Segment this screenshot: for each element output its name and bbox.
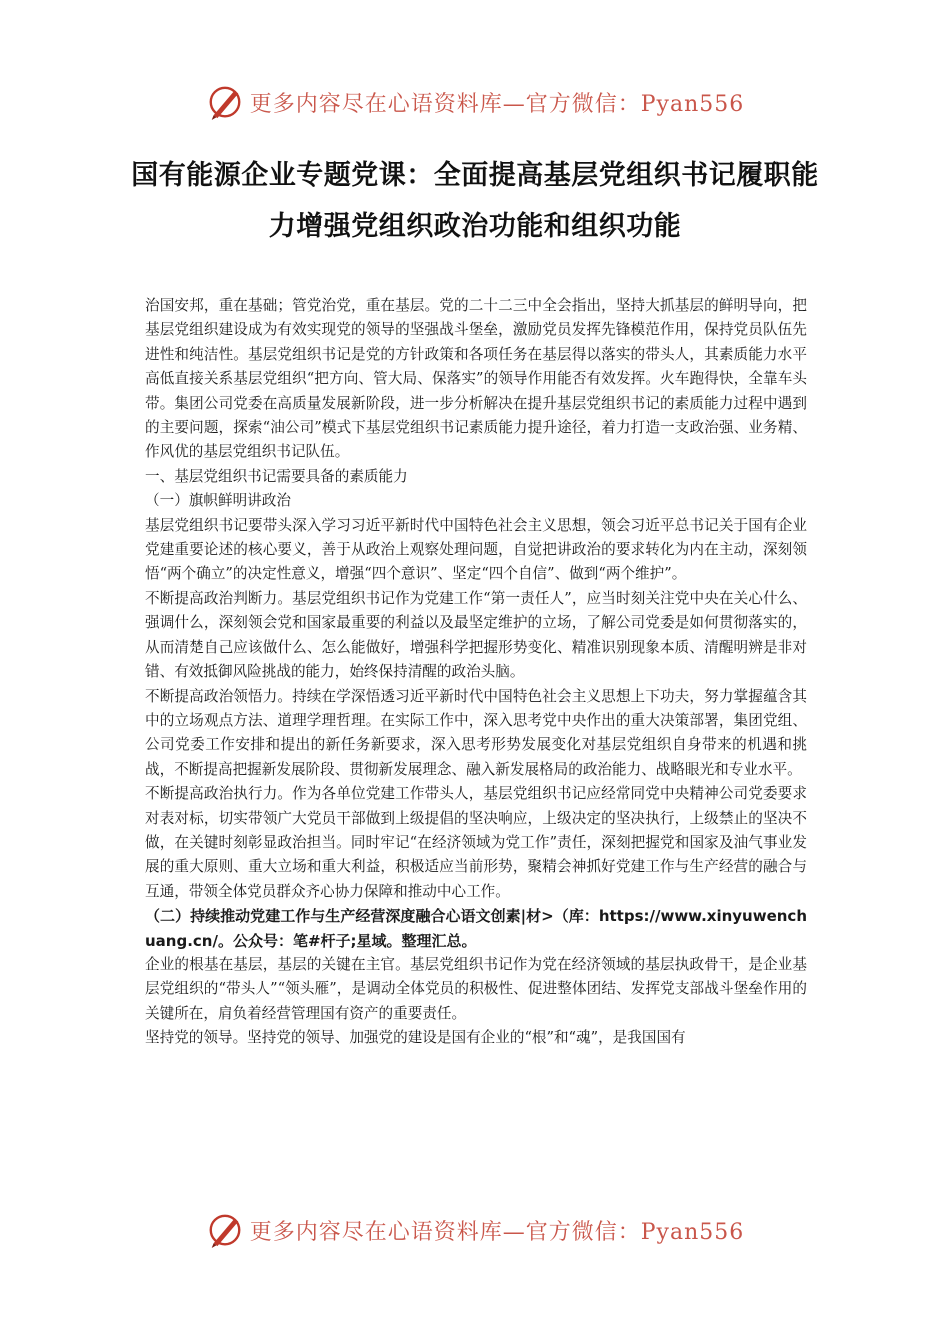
subsection-heading-2: （二）持续推动党建工作与生产经营深度融合心语文创素|材>（库：https://www.xinyuwenchuang.cn/。公众号：笔#杆子;星域。整理汇总。 bbox=[145, 907, 807, 950]
footer-banner bbox=[0, 1208, 950, 1252]
document-body bbox=[145, 294, 807, 1051]
body-paragraph: 不断提高政治领悟力。持续在学深悟透习近平新时代中国特色社会主义思想上下功夫，努力掌握蕴含其中的立场观点方法、道理学理哲理。在实际工作中，深入思考党中央作出的重大决策部署，集团党组、公司党委工作安排和提出的新任务新要求，深入思考形势发展变化对基层党组织自身带来的机遇和挑战，不断提高把握新发展阶段、贯彻新发展理念、融入新发展格局的政治能力、战略眼光和专业水平。 bbox=[145, 687, 807, 778]
subsection-heading-1: （一）旗帜鲜明讲政治 bbox=[145, 492, 291, 510]
intro-paragraph: 治国安邦，重在基础；管党治党，重在基层。党的二十二三中全会指出，坚持大抓基层的鲜明导向，把基层党组织建设成为有效实现党的领导的坚强战斗堡垒，激励党员发挥先锋模范作用，保持党员队伍先进性和纯洁性。基层党组织书记是党的方针政策和各项任务在基层得以落实的带头人，其素质能力水平高低直接关系基层党组织“把方向、管大局、保落实”的领导作用能否有效发挥。火车跑得快，全靠车头带。集团公司党委在高质量发展新阶段，进一步分析解决在提升基层党组织书记的素质能力过程中遇到的主要问题，探索“油公司”模式下基层党组织书记素质能力提升途径，着力打造一支政治强、业务精、作风优的基层党组织书记队伍。 bbox=[145, 297, 807, 461]
header-banner-text: 更多内容尽在心语资料库—官方微信：Pyan556 bbox=[249, 91, 745, 117]
pen-logo-icon bbox=[206, 1211, 244, 1249]
section-heading-1: 一、基层党组织书记需要具备的素质能力 bbox=[145, 467, 408, 485]
footer-banner-text: 更多内容尽在心语资料库—官方微信：Pyan556 bbox=[249, 1219, 745, 1245]
body-paragraph: 坚持党的领导。坚持党的领导、加强党的建设是国有企业的“根”和“魂”，是我国国有 bbox=[145, 1029, 686, 1047]
pen-logo-icon bbox=[206, 83, 244, 121]
body-paragraph: 基层党组织书记要带头深入学习习近平新时代中国特色社会主义思想，领会习近平总书记关于国有企业党建重要论述的核心要义，善于从政治上观察处理问题，自觉把讲政治的要求转化为内在主动，深刻领悟“两个确立”的决定性意义，增强“四个意识”、坚定“四个自信”、做到“两个维护”。 bbox=[145, 516, 807, 583]
body-paragraph: 企业的根基在基层，基层的关键在主官。基层党组织书记作为党在经济领域的基层执政骨干，是企业基层党组织的“带头人”“领头雁”，是调动全体党员的积极性、促进整体团结、发挥党支部战斗堡垒作用的关键所在，肩负着经营管理国有资产的重要责任。 bbox=[145, 955, 807, 1022]
body-paragraph: 不断提高政治判断力。基层党组织书记作为党建工作“第一责任人”，应当时刻关注党中央在关心什么、强调什么，深刻领会党和国家最重要的利益以及最坚定维护的立场，了解公司党委是如何贯彻落实的，从而清楚自己应该做什么、怎么能做好，增强科学把握形势变化、精准识别现象本质、清醒明辨是非对错、有效抵御风险挑战的能力，始终保持清醒的政治头脑。 bbox=[145, 589, 807, 681]
document-title: 国有能源企业专题党课：全面提高基层党组织书记履职能力增强党组织政治功能和组织功能 bbox=[131, 160, 819, 242]
body-paragraph: 不断提高政治执行力。作为各单位党建工作带头人，基层党组织书记应经常同党中央精神公司党委要求对表对标，切实带领广大党员干部做到上级提倡的坚决响应，上级决定的坚决执行，上级禁止的坚决不做，在关键时刻彰显政治担当。同时牢记“在经济领域为党工作”责任，深刻把握党和国家及油气事业发展的重大原则、重大立场和重大利益，积极适应当前形势，聚精会神抓好党建工作与生产经营的融合与互通，带领全体党员群众齐心协力保障和推动中心工作。 bbox=[145, 785, 807, 900]
header-banner bbox=[0, 80, 950, 124]
